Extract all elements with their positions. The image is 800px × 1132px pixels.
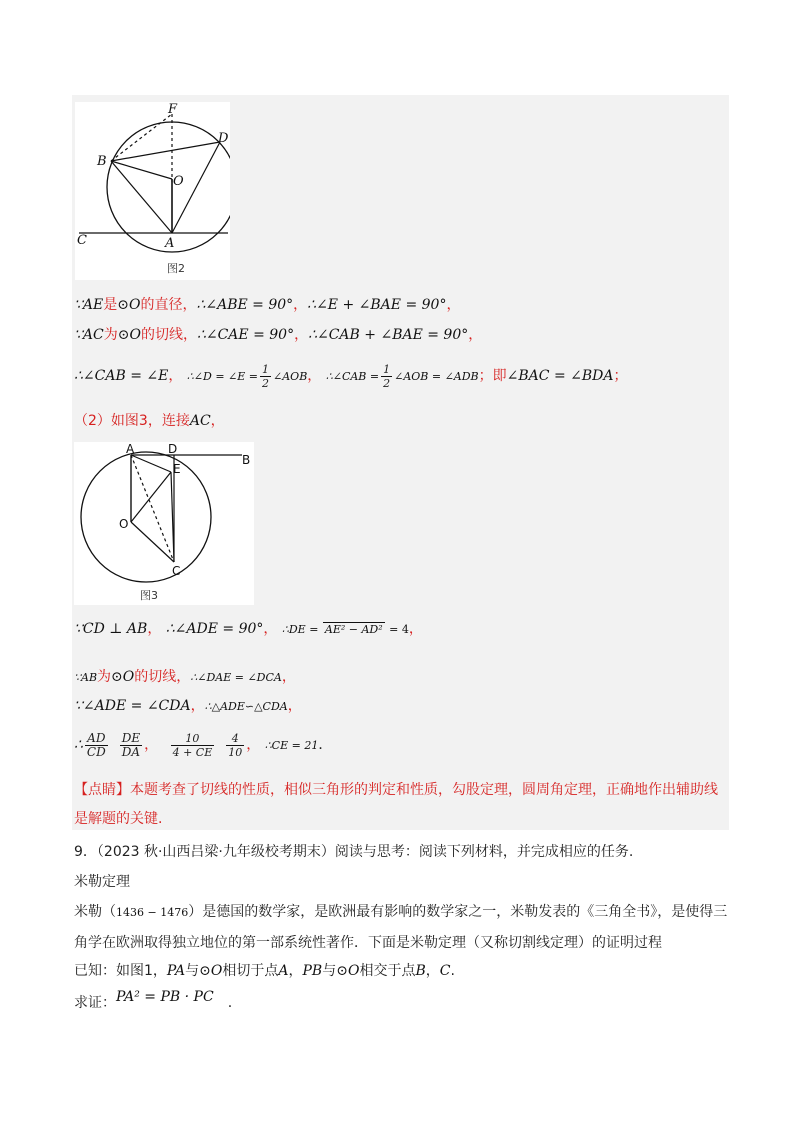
comment-line2: 是解题的关键.	[74, 811, 163, 827]
problem9-line5: 已知：如图1，PA与⊙O相切于点A，PB与⊙O相交于点B，C.	[74, 963, 455, 979]
label-a-fig3: A	[126, 442, 135, 456]
solution2-line3: ∵∠ADE = ∠CDA，∴△ADE∽△CDA，	[74, 698, 302, 714]
label-f: F	[168, 102, 178, 117]
fraction-ad-cd: $\frac{AD}{CD}$	[86, 730, 106, 759]
circle-o-fig3	[81, 452, 211, 582]
problem9-line3: 米勒（1436 − 1476）是德国的数学家，是欧洲最有影响的数学家之一，米勒发表的《三角全书》，是使得三	[74, 904, 728, 920]
fraction-half-1: $\frac{1}{2}$	[262, 362, 270, 390]
label-d-fig3: D	[168, 442, 178, 456]
figure-3-caption: 图3	[140, 589, 158, 602]
segment-ae	[131, 455, 171, 472]
label-c-fig3: C	[172, 564, 181, 578]
segment-oc	[131, 522, 174, 562]
fraction-10-over: $\frac{10}{4 + CE}$	[172, 731, 213, 759]
figure-2	[75, 102, 230, 280]
segment-ba	[111, 161, 172, 233]
label-c: C	[77, 233, 87, 248]
segment-bd	[111, 142, 220, 161]
label-o-fig3: O	[119, 517, 129, 531]
fraction-4-10: $\frac{4}{10}$	[228, 731, 243, 759]
label-e-fig3: E	[173, 462, 181, 476]
problem9-line6: 求证：PA² = PB · PC .	[74, 989, 233, 1011]
segment-oe	[131, 472, 171, 522]
solution1-line1: ∵AE是⊙O的直径，∴∠ABE = 90°，∴∠E + ∠BAE = 90°，	[74, 297, 461, 313]
solution2-line1: ∵CD ⊥ AB， ∴∠ADE = 90°， ∴DE = AE² − AD² = 4，	[74, 621, 423, 637]
problem9-line1: 9．（2023 秋·山西吕梁·九年级校考期末）阅读与思考：阅读下列材料，并完成相应的任务.	[74, 844, 634, 860]
label-b-fig3: B	[242, 453, 251, 467]
solution2-line4: ∴ $\frac{AD}{CD}$ $\frac{DE}{DA}$ ， $\frac{10}{4 + CE}$ $\frac{4}{10}$ ， ∴CE = 21．	[74, 730, 333, 759]
problem9-title: 米勒定理	[74, 874, 130, 890]
comment-line1: 【点睛】本题考查了切线的性质，相似三角形的判定和性质，勾股定理，圆周角定理，正确地作出辅助线	[74, 782, 718, 798]
part2-heading: （2）如图3，连接AC，	[74, 413, 225, 429]
solution1-line2: ∵AC为⊙O的切线，∴∠CAE = 90°，∴∠CAB + ∠BAE = 90°，	[74, 327, 483, 343]
figure-2-caption: 图2	[167, 262, 185, 275]
solution1-line3: ∴∠CAB = ∠E， ∴∠D = ∠E = $\frac{1}{2}$ ∠AOB， ∴∠CAB = $\frac{1}{2}$ ∠AOB = ∠ADB；即∠BAC = ∠BDA；	[74, 362, 628, 390]
label-b: B	[97, 154, 107, 169]
fraction-half-2: $\frac{1}{2}$	[383, 362, 391, 390]
label-a: A	[165, 236, 175, 251]
label-o: O	[173, 174, 184, 189]
figure-3	[74, 442, 254, 605]
fraction-de-da: $\frac{DE}{DA}$	[121, 730, 141, 759]
label-d: D	[218, 131, 229, 146]
segment-bf-dashed	[111, 114, 172, 161]
sqrt-expression: AE² − AD²	[324, 623, 383, 636]
problem9-line4: 角学在欧洲取得独立地位的第一部系统性著作．下面是米勒定理（又称切割线定理）的证明过程	[74, 935, 662, 951]
solution2-line2: ∵AB为⊙O的切线，∴∠DAE = ∠DCA，	[74, 669, 296, 685]
s1l1-p1: ∵AE	[74, 297, 104, 313]
segment-bo	[111, 161, 172, 179]
